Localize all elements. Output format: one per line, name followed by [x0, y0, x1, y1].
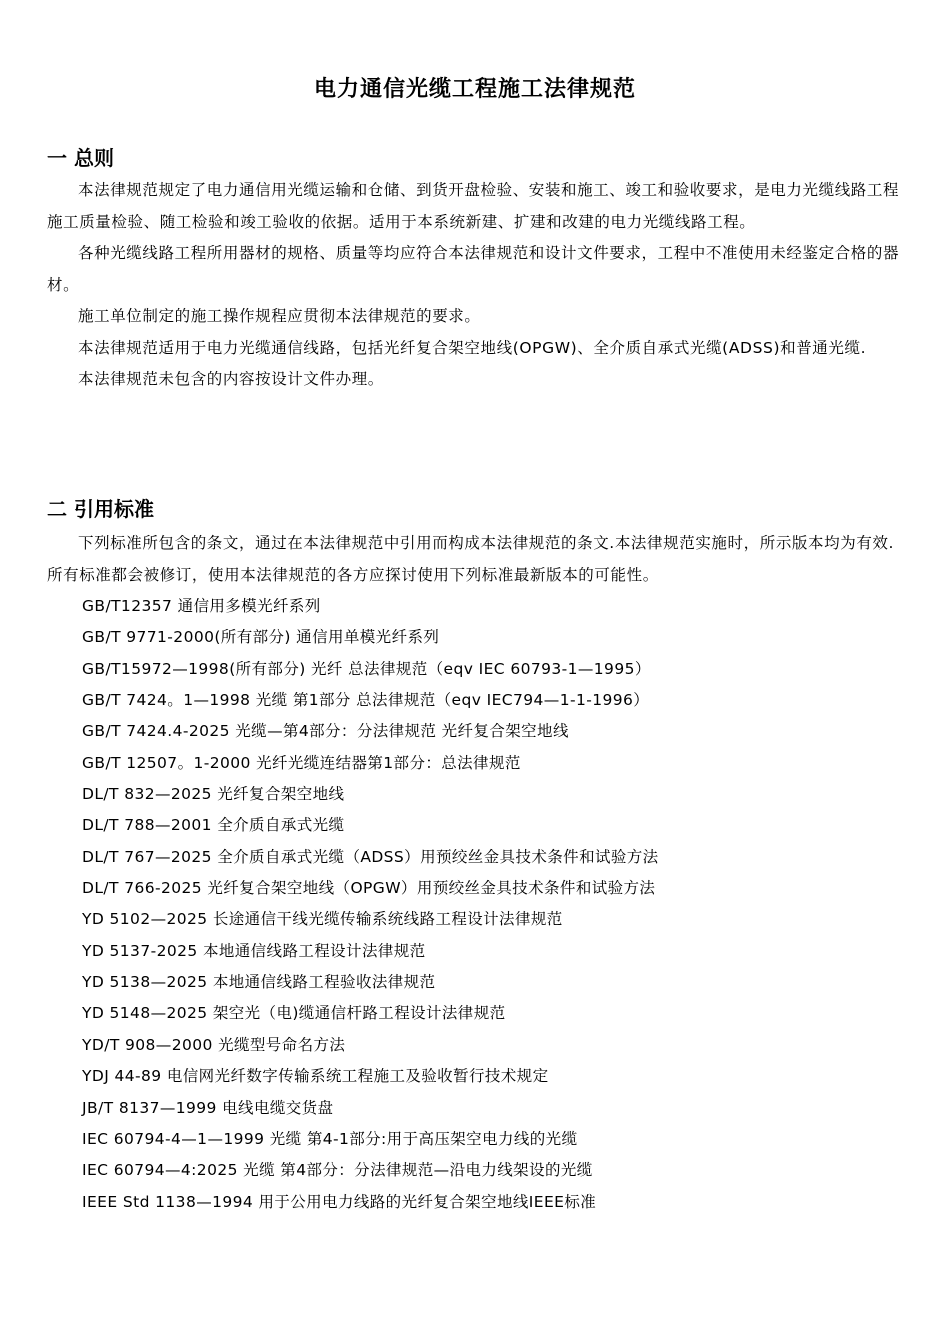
list-item: GB/T 12507。1-2000 光纤光缆连结器第1部分：总法律规范: [82, 753, 521, 772]
list-item: YD 5102—2025 长途通信干线光缆传输系统线路工程设计法律规范: [82, 910, 563, 929]
paragraph: 本法律规范适用于电力光缆通信线路，包括光纤复合架空地线(OPGW)、全介质自承式光缆(ADSS)和普通光缆.: [78, 338, 867, 357]
paragraph: 下列标准所包含的条文，通过在本法律规范中引用而构成本法律规范的条文.本法律规范实施时，所示版本均为有效.所有标准都会被修订，使用本法律规范的各方应探讨使用下列标准最新版本的可能性。: [47, 534, 895, 584]
list-item: DL/T 766-2025 光纤复合架空地线（OPGW）用预绞丝金具技术条件和试验方法: [82, 879, 656, 898]
list-item: GB/T12357 通信用多模光纤系列: [82, 597, 321, 615]
list-item: IEC 60794—4:2025 光缆 第4部分：分法律规范—沿电力线架设的光缆: [82, 1161, 593, 1180]
list-item: GB/T 9771-2000(所有部分) 通信用单模光纤系列: [82, 628, 440, 647]
section-references-intro: [47, 528, 907, 591]
list-item: GB/T 7424.4-2025 光缆—第4部分：分法律规范 光纤复合架空地线: [82, 722, 569, 741]
paragraph: 各种光缆线路工程所用器材的规格、质量等均应符合本法律规范和设计文件要求，工程中不准使用未经鉴定合格的器材。: [47, 244, 900, 294]
paragraph: 本法律规范未包含的内容按设计文件办理。: [78, 370, 384, 388]
list-item: DL/T 767—2025 全介质自承式光缆（ADSS）用预绞丝金具技术条件和试验方法: [82, 847, 659, 866]
list-item: GB/T15972—1998(所有部分) 光纤 总法律规范（eqv IEC 60793-1—1995）: [82, 659, 651, 678]
list-item: DL/T 832—2025 光纤复合架空地线: [82, 785, 345, 804]
section-general-body: [47, 175, 907, 396]
list-item: JB/T 8137—1999 电线电缆交货盘: [82, 1098, 334, 1117]
list-item: YDJ 44-89 电信网光纤数字传输系统工程施工及验收暂行技术规定: [82, 1067, 549, 1086]
document-title: 电力通信光缆工程施工法律规范: [313, 77, 636, 102]
list-item: IEEE Std 1138—1994 用于公用电力线路的光纤复合架空地线IEEE标准: [82, 1192, 597, 1211]
list-item: YD 5137-2025 本地通信线路工程设计法律规范: [82, 941, 426, 960]
list-item: YD 5138—2025 本地通信线路工程验收法律规范: [82, 973, 436, 992]
list-item: YD 5148—2025 架空光（电)缆通信杆路工程设计法律规范: [82, 1004, 506, 1023]
standards-list: [82, 591, 659, 1218]
list-item: GB/T 7424。1—1998 光缆 第1部分 总法律规范（eqv IEC794—1-1-1996）: [82, 691, 650, 710]
section-heading-general: 一 总则: [47, 146, 114, 170]
section-heading-references: 二 引用标准: [47, 497, 154, 521]
list-item: IEC 60794-4—1—1999 光缆 第4-1部分:用于高压架空电力线的光缆: [82, 1129, 578, 1148]
list-item: YD/T 908—2000 光缆型号命名方法: [82, 1035, 346, 1054]
paragraph: 本法律规范规定了电力通信用光缆运输和仓储、到货开盘检验、安装和施工、竣工和验收要求，是电力光缆线路工程施工质量检验、随工检验和竣工验收的依据。适用于本系统新建、扩建和改建的电力光缆线路工程。: [47, 181, 900, 231]
paragraph: 施工单位制定的施工操作规程应贯彻本法律规范的要求。: [78, 307, 481, 325]
list-item: DL/T 788—2001 全介质自承式光缆: [82, 816, 345, 835]
